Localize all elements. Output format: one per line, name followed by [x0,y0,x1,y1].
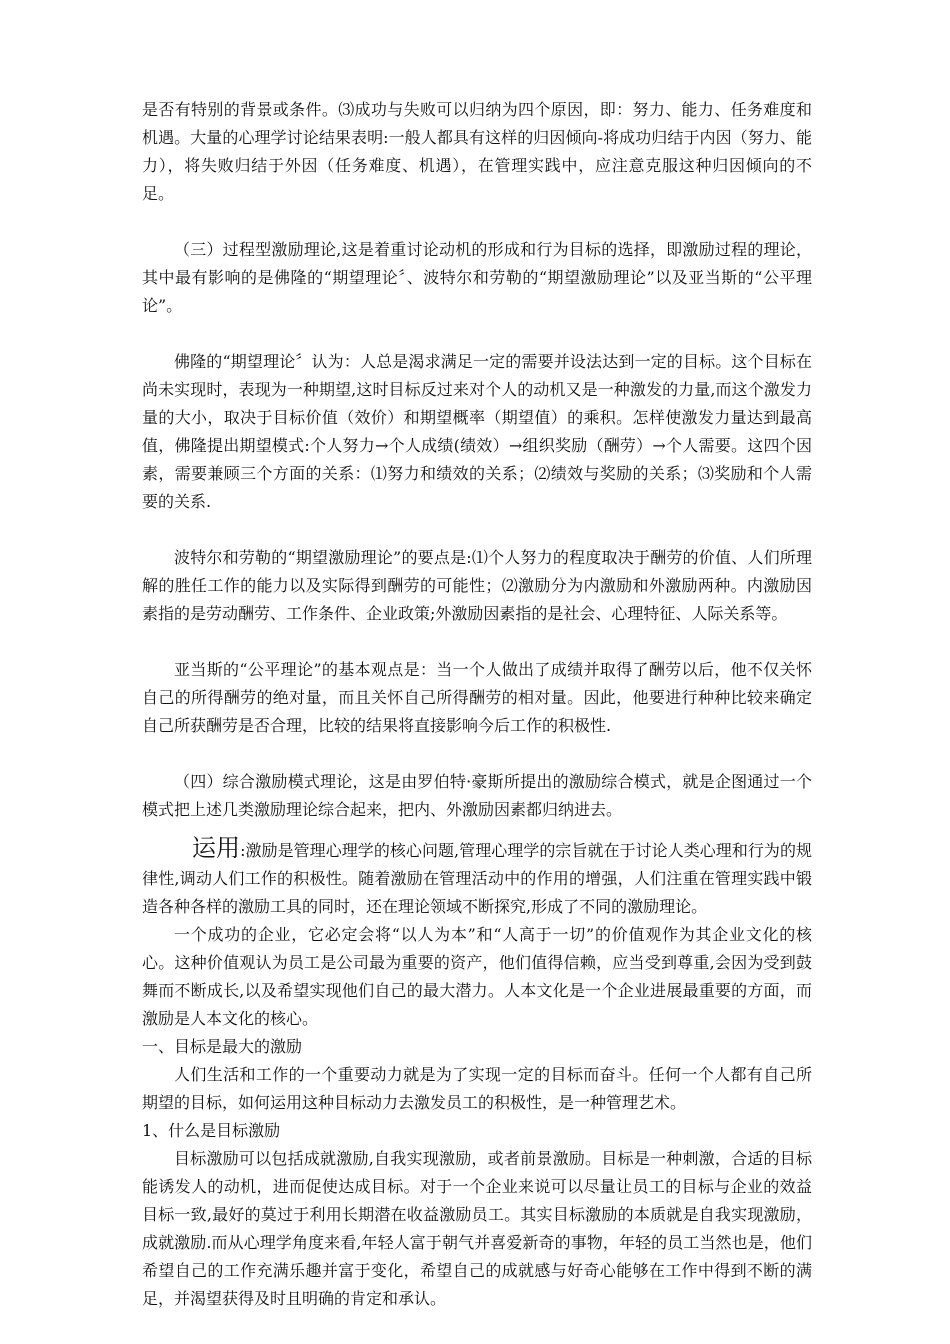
application-lead-word: 运用 [192,834,241,862]
paragraph-application [142,834,812,921]
paragraph-goal-incentive: 目标激励可以包括成就激励,自我实现激励，或者前景激励。目标是一种刺激，合适的目标能诱发人的动机，进而促使达成目标。对于一个企业来说可以尽量让员工的目标与企业的效益目标一致,最好的莫过于利用长期潜在收益激励员工。其实目标激励的本质就是自我实现激励，成就激励.而从心理学角度来看,年轻人富于朝气并喜爱新奇的事物，年轻的员工当然也是，他们希望自己的工作充满乐趣并富于变化，希望自己的成就感与好奇心能够在工作中得到不断的满足，并渴望获得及时且明确的肯定和承认。 [142,1149,812,1308]
document-page [142,96,812,1313]
paragraph-expectancy-theory: 佛隆的“期望理论〞认为：人总是渴求满足一定的需要并设法达到一定的目标。这个目标在尚未实现时，表现为一种期望,这时目标反过来对个人的动机又是一种激发的力量,而这个激发力量的大小，取决于目标价值（效价）和期望概率（期望值）的乘积。怎样使激发力量达到最高值，佛隆提出期望模式:个人努力→个人成绩(绩效）→组织奖励（酬劳）→个人需要。这四个因素，需要兼顾三个方面的关系：⑴努力和绩效的关系；⑵绩效与奖励的关系；⑶奖励和个人需要的关系. [142,352,812,511]
paragraph-porter-lawler: 波特尔和劳勒的“期望激励理论”的要点是:⑴个人努力的程度取决于酬劳的价值、人们所理解的胜任工作的能力以及实际得到酬劳的可能性；⑵激励分为内激励和外激励两种。内激励因素指的是劳动酬劳、工作条件、企业政策;外激励因素指的是社会、心理特征、人际关系等。 [142,548,812,623]
paragraph-attribution: 是否有特别的背景或条件。⑶成功与失败可以归纳为四个原因，即：努力、能力、任务难度和机遇。大量的心理学讨论结果表明:一般人都具有这样的归因倾向-将成功归结于内因（努力、能力），将失败归结于外因（任务难度、机遇），在管理实践中，应注意克服这种归因倾向的不足。 [142,100,812,203]
application-text: :激励是管理心理学的核心问题,管理心理学的宗旨就在于讨论人类心理和行为的规律性,调动人们工作的积极性。随着激励在管理活动中的作用的增强，人们注重在管理实践中锻造各种各样的激励工具的同时，还在理论领域不断探究,形成了不同的激励理论。 [142,841,813,916]
section-heading-what-is-goal: 1、什么是目标激励 [142,1121,281,1140]
paragraph-process-theory: （三）过程型激励理论,这是着重讨论动机的形成和行为目标的选择，即激励过程的理论，其中最有影响的是佛隆的“期望理论〞、波特尔和劳勒的“期望激励理论”以及亚当斯的“公平理论”。 [142,240,812,315]
paragraph-people-first: 一个成功的企业，它必定会将“以人为本”和“人高于一切”的价值观作为其企业文化的核心。这种价值观认为员工是公司最为重要的资产，他们值得信赖，应当受到尊重,会因为受到鼓舞而不断成长,以及希望实现他们自己的最大潜力。人本文化是一个企业进展最重要的方面，而激励是人本文化的核心。 [142,925,812,1028]
paragraph-goal-motivation: 人们生活和工作的一个重要动力就是为了实现一定的目标而奋斗。任何一个人都有自己所期望的目标，如何运用这种目标动力去激发员工的积极性，是一种管理艺术。 [142,1065,812,1112]
section-heading-goal: 一、目标是最大的激励 [142,1037,303,1056]
paragraph-equity-theory: 亚当斯的“公平理论”的基本观点是：当一个人做出了成绩并取得了酬劳以后，他不仅关怀自己的所得酬劳的绝对量，而且关怀自己所得酬劳的相对量。因此，他要进行种种比较来确定自己所获酬劳是否合理，比较的结果将直接影响今后工作的积极性. [142,660,812,735]
paragraph-integrated-model: （四）综合激励模式理论，这是由罗伯特·豪斯所提出的激励综合模式，就是企图通过一个模式把上述几类激励理论综合起来，把内、外激励因素都归纳进去。 [142,772,812,819]
